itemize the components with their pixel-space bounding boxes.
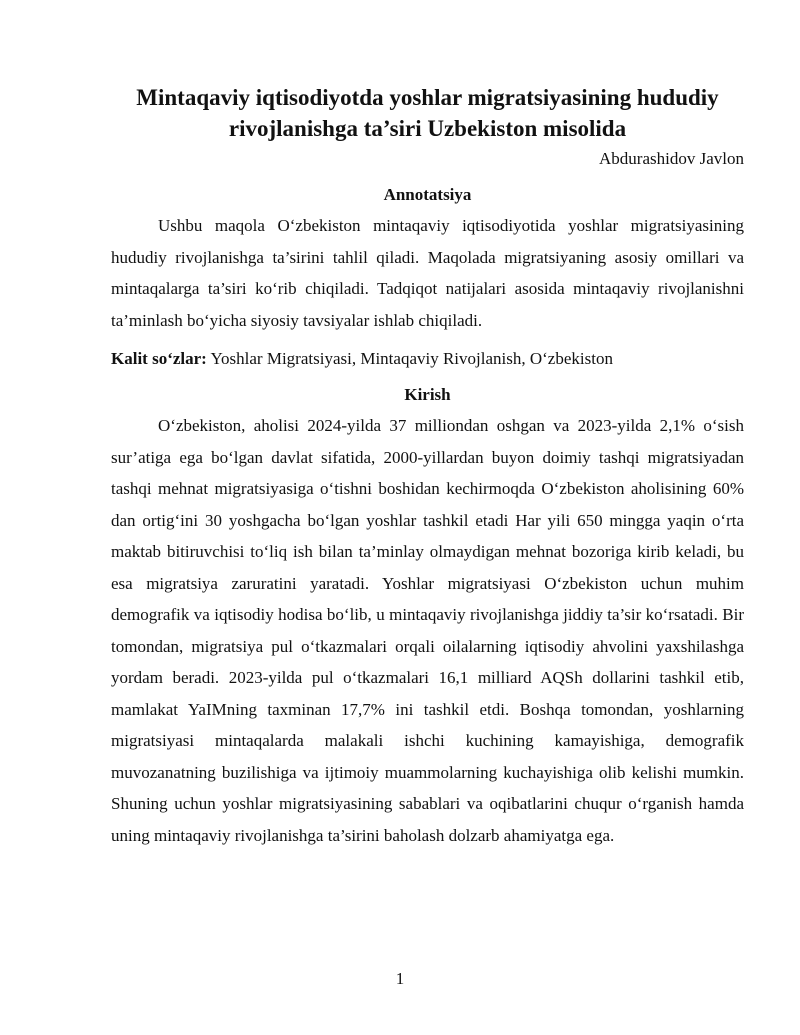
paper-title: Mintaqaviy iqtisodiyotda yoshlar migratsiyasining hududiy rivojlanishga ta’siri Uzbekiston misolida: [136, 85, 719, 141]
author-name: Abdurashidov Javlon: [599, 149, 744, 168]
page-body: [111, 82, 744, 851]
keywords-line: [111, 348, 744, 370]
introduction-text: O‘zbekiston, aholisi 2024-yilda 37 milliondan oshgan va 2023-yilda 2,1% o‘sish sur’atiga ega bo‘lgan davlat sifatida, 2000-yillardan buyon doimiy tashqi migratsiyadan tashqi mehnat migratsiyasiga o‘tishni boshidan kechirmoqda O‘zbekiston aholisining 60% dan ortig‘ini 30 yoshgacha bo‘lgan yoshlar tashkil etadi Har yili 650 mingga yaqin o‘rta maktab bitiruvchisi to‘liq ish bilan ta’minlay olmaydigan mehnat bozoriga kirib keladi, bu esa migratsiya zaruratini yaratadi. Yoshlar migratsiyasi O‘zbekiston uchun muhim demografik va iqtisodiy hodisa bo‘lib, u mintaqaviy rivojlanishga jiddiy ta’sir ko‘rsatadi. Bir tomondan, migratsiya pul o‘tkazmalari orqali oilalarning iqtisodiy ahvolini yaxshilashga yordam beradi. 2023-yilda pul o‘tkazmalari 16,1 milliard AQSh dollarini tashkil etib, mamlakat YaIMning taxminan 17,7% ini tashkil etdi. Boshqa tomondan, yoshlarning migratsiyasi mintaqalarda malakali ishchi kuchining kamayishiga, demografik muvozanatning buzilishiga va ijtimoiy muammolarning kuchayishiga olib kelishi mumkin. Shuning uchun yoshlar migratsiyasining sabablari va oqibatlarini chuqur o‘rganish hamda uning mintaqaviy rivojlanishga ta’sirini baholash dolzarb ahamiyatga ega.: [111, 416, 744, 845]
introduction-heading: Kirish: [404, 385, 451, 404]
keywords-label: Kalit so‘zlar:: [111, 349, 207, 368]
keywords-text: Yoshlar Migratsiyasi, Mintaqaviy Rivojlanish, O‘zbekiston: [210, 349, 613, 368]
abstract-heading: Annotatsiya: [383, 185, 472, 204]
abstract-text: Ushbu maqola O‘zbekiston mintaqaviy iqtisodiyotida yoshlar migratsiyasining hududiy rivojlanishga ta’sirini tahlil qiladi. Maqolada migratsiyaning asosiy omillari va mintaqalarga ta’siri ko‘rib chiqiladi. Tadqiqot natijalari asosida mintaqaviy rivojlanishni ta’minlash bo‘yicha siyosiy tavsiyalar ishlab chiqiladi.: [111, 216, 744, 330]
page-number: 1: [395, 969, 405, 988]
